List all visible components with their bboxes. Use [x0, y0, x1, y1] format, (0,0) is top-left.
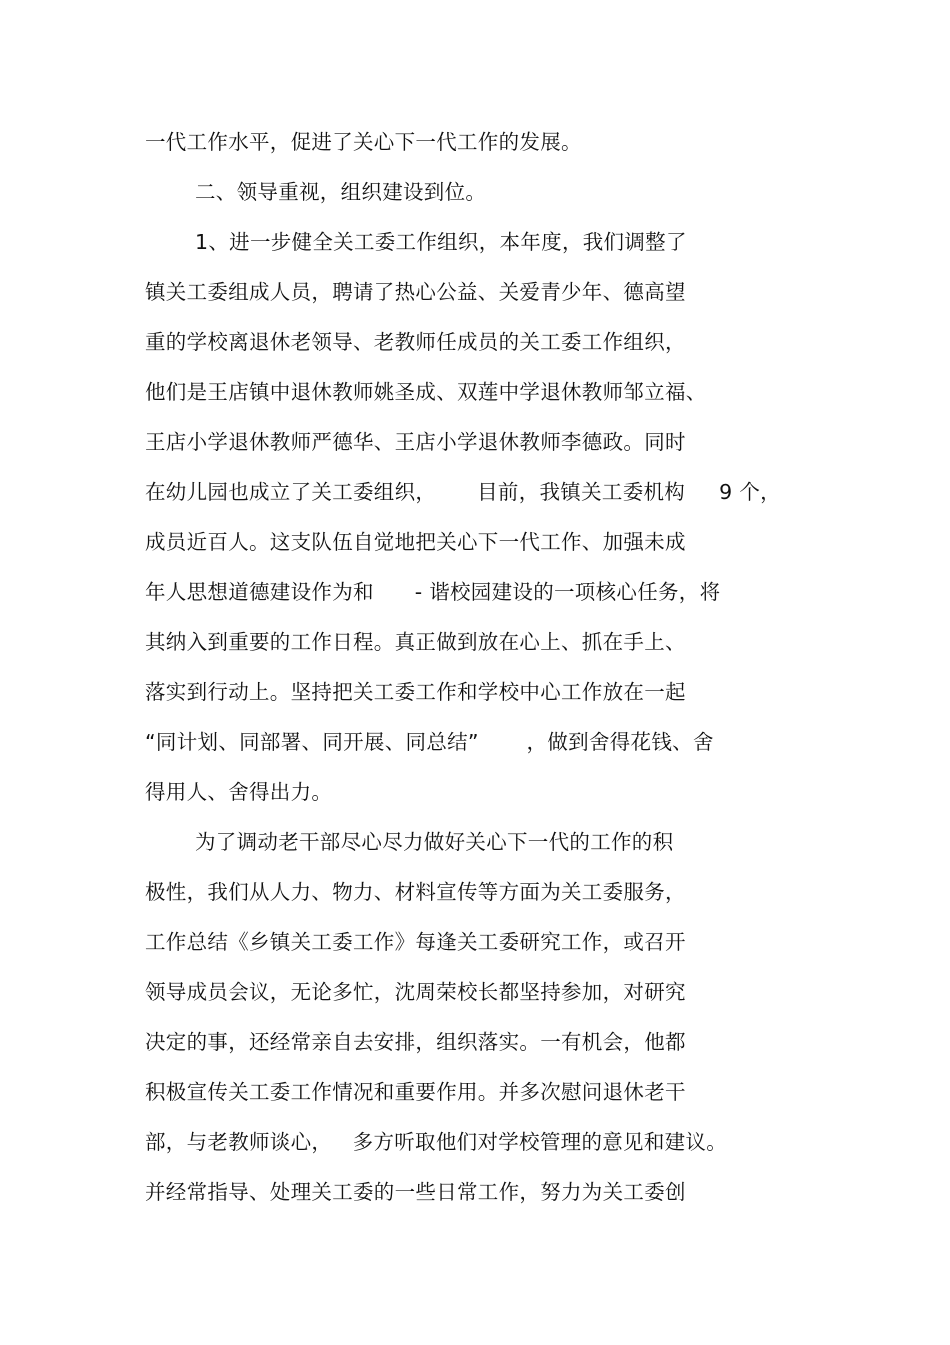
text-line-12: 落实到行动上。坚持把关工委工作和学校中心工作放在一起 — [145, 680, 686, 704]
text-line-10: 年人思想道德建设作为和 - 谐校园建设的一项核心任务，将 — [145, 580, 721, 604]
text-line-4: 镇关工委组成人员，聘请了热心公益、关爱青少年、德高望 — [145, 280, 686, 304]
text-line-17: 工作总结《乡镇关工委工作》每逢关工委研究工作，或召开 — [145, 930, 686, 954]
text-line-21: 部，与老教师谈心， 多方听取他们对学校管理的意见和建议。 — [145, 1130, 728, 1154]
text-line-18: 领导成员会议，无论多忙，沈周荣校长都坚持参加，对研究 — [145, 980, 686, 1004]
text-line-13: “同计划、同部署、同开展、同总结” ，做到舍得花钱、舍 — [145, 730, 714, 754]
text-line-16: 极性，我们从人力、物力、材料宣传等方面为关工委服务， — [145, 880, 686, 904]
text-line-14: 得用人、舍得出力。 — [145, 780, 333, 804]
text-line-5: 重的学校离退休老领导、老教师任成员的关工委工作组织， — [145, 330, 686, 354]
text-line-7: 王店小学退休教师严德华、王店小学退休教师李德政。同时 — [145, 430, 686, 454]
text-line-9: 成员近百人。这支队伍自觉地把关心下一代工作、加强未成 — [145, 530, 686, 554]
text-line-8: 在幼儿园也成立了关工委组织， 目前，我镇关工委机构 9 个， — [145, 480, 781, 504]
text-line-19: 决定的事，还经常亲自去安排，组织落实。一有机会，他都 — [145, 1030, 686, 1054]
section-heading-2: 二、领导重视，组织建设到位。 — [195, 180, 487, 204]
text-line-6: 他们是王店镇中退休教师姚圣成、双莲中学退休教师邹立福、 — [145, 380, 707, 404]
text-line-11: 其纳入到重要的工作日程。真正做到放在心上、抓在手上、 — [145, 630, 686, 654]
text-line-22: 并经常指导、处理关工委的一些日常工作，努力为关工委创 — [145, 1180, 686, 1204]
text-line-20: 积极宣传关工委工作情况和重要作用。并多次慰问退休老干 — [145, 1080, 686, 1104]
text-line-15: 为了调动老干部尽心尽力做好关心下一代的工作的积 — [195, 830, 674, 854]
text-line-3: 1、进一步健全关工委工作组织，本年度，我们调整了 — [195, 230, 687, 254]
text-line-1: 一代工作水平，促进了关心下一代工作的发展。 — [145, 130, 582, 154]
